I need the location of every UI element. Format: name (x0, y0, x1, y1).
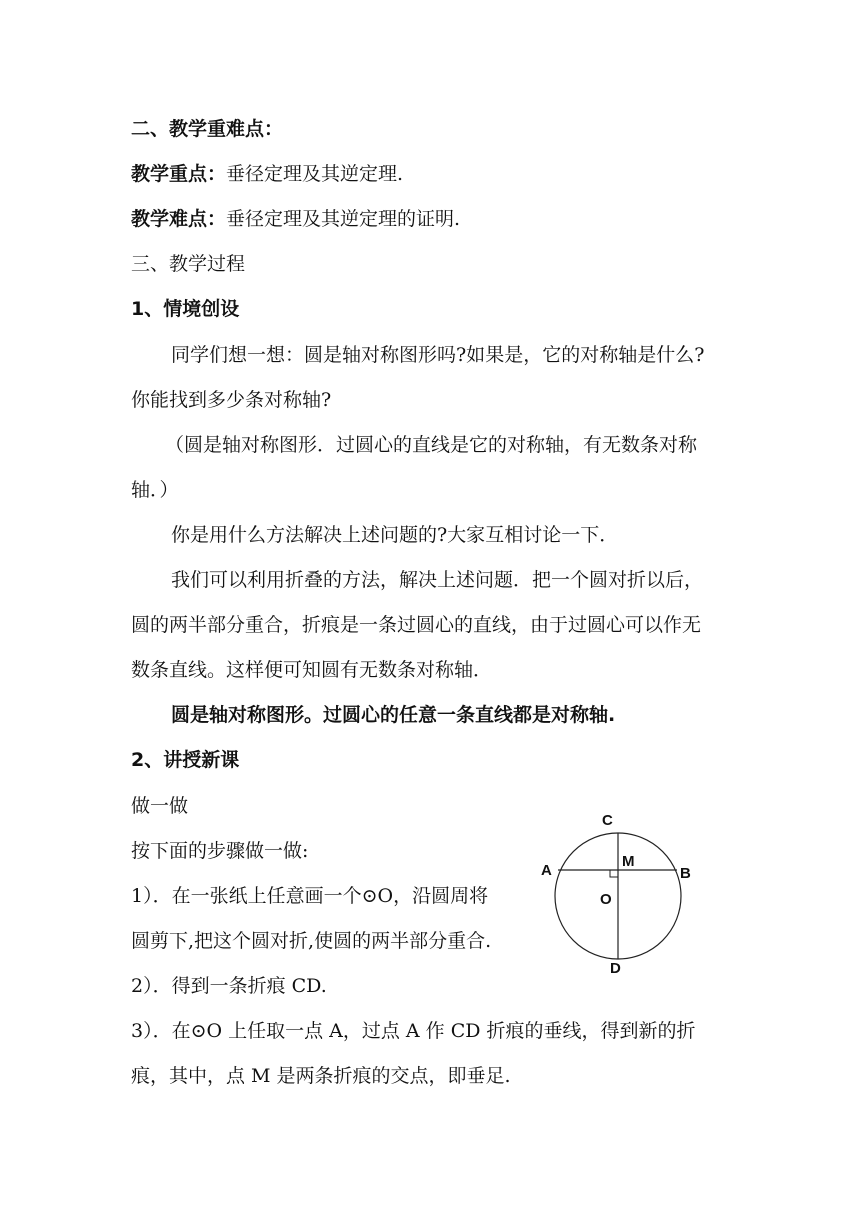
label-m: M (622, 853, 635, 870)
difficult-point-line (131, 207, 460, 231)
paragraph-4-line-3: 数条直线。这样便可知圆有无数条对称轴． (131, 659, 493, 681)
activity-subtitle: 做一做 (131, 795, 189, 817)
paragraph-2-line-2: 轴．） (131, 479, 179, 501)
steps-intro: 按下面的步骤做一做: (131, 840, 309, 862)
difficult-point-text: 垂径定理及其逆定理的证明. (226, 208, 461, 230)
paragraph-1-line-1: 同学们想一想：圆是轴对称图形吗?如果是，它的对称轴是什么? (171, 344, 705, 366)
paragraph-4-line-1: 我们可以利用折叠的方法，解决上述问题．把一个圆对折以后， (171, 569, 704, 591)
key-point-line (131, 162, 403, 186)
label-a: A (541, 862, 552, 879)
step-3-line-1: 3）．在⊙O 上任取一点 A，过点 A 作 CD 折痕的垂线，得到新的折 (131, 1020, 696, 1042)
label-c: C (602, 812, 613, 829)
part-2-heading: 2、讲授新课 (131, 749, 240, 771)
circle-fold-diagram (540, 810, 720, 980)
step-3-line-2: 痕，其中，点 M 是两条折痕的交点，即垂足. (131, 1065, 511, 1087)
paragraph-1-line-2: 你能找到多少条对称轴? (131, 389, 332, 411)
step-2: 2）．得到一条折痕 CD. (131, 975, 327, 997)
label-d: D (610, 960, 621, 977)
label-o: O (600, 891, 612, 908)
conclusion-statement: 圆是轴对称图形。过圆心的任意一条直线都是对称轴. (171, 704, 616, 726)
paragraph-4-line-2: 圆的两半部分重合，折痕是一条过圆心的直线，由于过圆心可以作无 (131, 614, 702, 636)
right-angle-mark (610, 870, 618, 877)
paragraph-2-line-1: （圆是轴对称图形．过圆心的直线是它的对称轴，有无数条对称 (165, 434, 698, 456)
difficult-point-label: 教学难点： (131, 208, 227, 230)
step-1-line-2: 圆剪下,把这个圆对折,使圆的两半部分重合. (131, 930, 492, 952)
label-b: B (680, 865, 691, 882)
part-1-heading: 1、情境创设 (131, 298, 240, 320)
paragraph-3: 你是用什么方法解决上述问题的?大家互相讨论一下． (171, 524, 619, 546)
step-1-line-1: 1）．在一张纸上任意画一个⊙O，沿圆周将 (131, 885, 489, 907)
key-point-label: 教学重点： (131, 163, 227, 185)
section-3-heading: 三、教学过程 (131, 253, 246, 275)
key-point-text: 垂径定理及其逆定理. (226, 163, 404, 185)
section-2-heading: 二、教学重难点： (131, 118, 284, 140)
